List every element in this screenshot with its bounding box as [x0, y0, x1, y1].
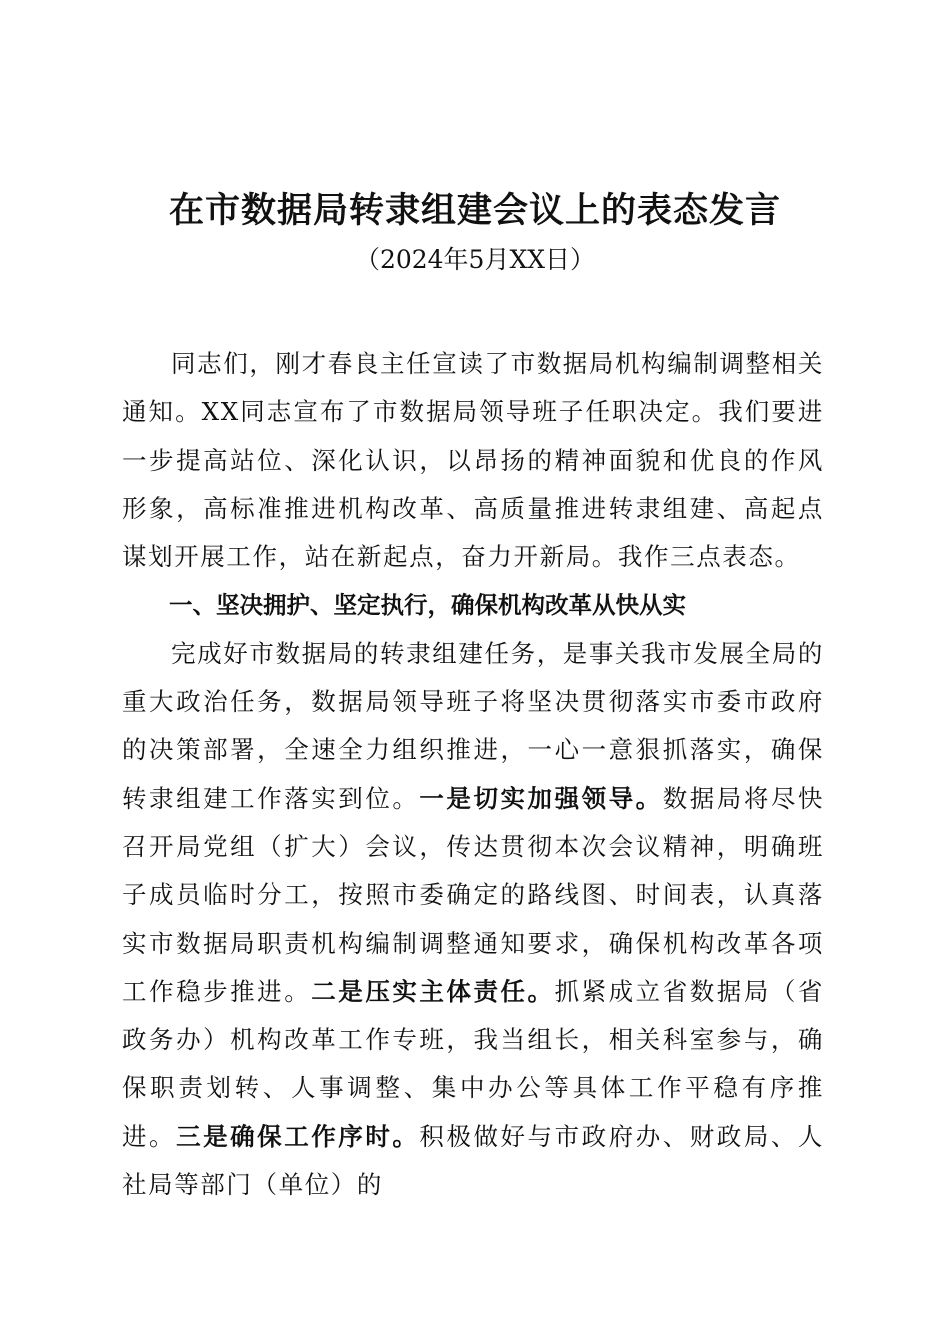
point-3-text: 积极做好与市政府办、财政局、人社局等部门（单位）的: [122, 1121, 825, 1200]
point-1-label: 一是切实加强领导。: [419, 783, 663, 813]
point-2-text: 抓紧成立省数据局（省政务办）机构改革工作专班，我当组长，相关科室参与，确保职责划转、人事调整、集中办公等具体工作平稳有序推进。: [122, 976, 824, 1151]
paragraph-section-1-intro: 完成好市数据局的转隶组建任务，是事关我市发展全局的重大政治任务，数据局领导班子将坚决贯彻落实市委市政府的决策部署，全速全力组织推进，一心一意狠抓落实，确保转隶组建工作落实到位。: [122, 638, 824, 813]
point-1-text: 数据局将尽快召开局党组（扩大）会议，传达贯彻本次会议精神，明确班子成员临时分工，按照市委确定的路线图、时间表，认真落实市数据局职责机构编制调整通知要求，确保机构改革各项工作稳步推进。: [122, 783, 824, 1006]
point-2-label: 二是压实主体责任。: [311, 976, 555, 1006]
document-title: 在市数据局转隶组建会议上的表态发言: [168, 190, 781, 231]
point-3-label: 三是确保工作序时。: [176, 1121, 420, 1151]
document-date: （2024年5月XX日）: [354, 245, 596, 274]
section-heading-1: 一、坚决拥护、坚定执行，确保机构改革从快从实: [169, 591, 686, 620]
document-body: [122, 340, 824, 1209]
paragraph-opening: 同志们，刚才春良主任宣读了市数据局机构编制调整相关通知。XX同志宣布了市数据局领导班子任职决定。我们要进一步提高站位、深化认识，以昂扬的精神面貌和优良的作风形象，高标准推进机构改革、高质量推进转隶组建、高起点谋划开展工作，站在新起点，奋力开新局。我作三点表态。: [122, 349, 824, 572]
paragraph-section-1: [122, 630, 824, 1210]
